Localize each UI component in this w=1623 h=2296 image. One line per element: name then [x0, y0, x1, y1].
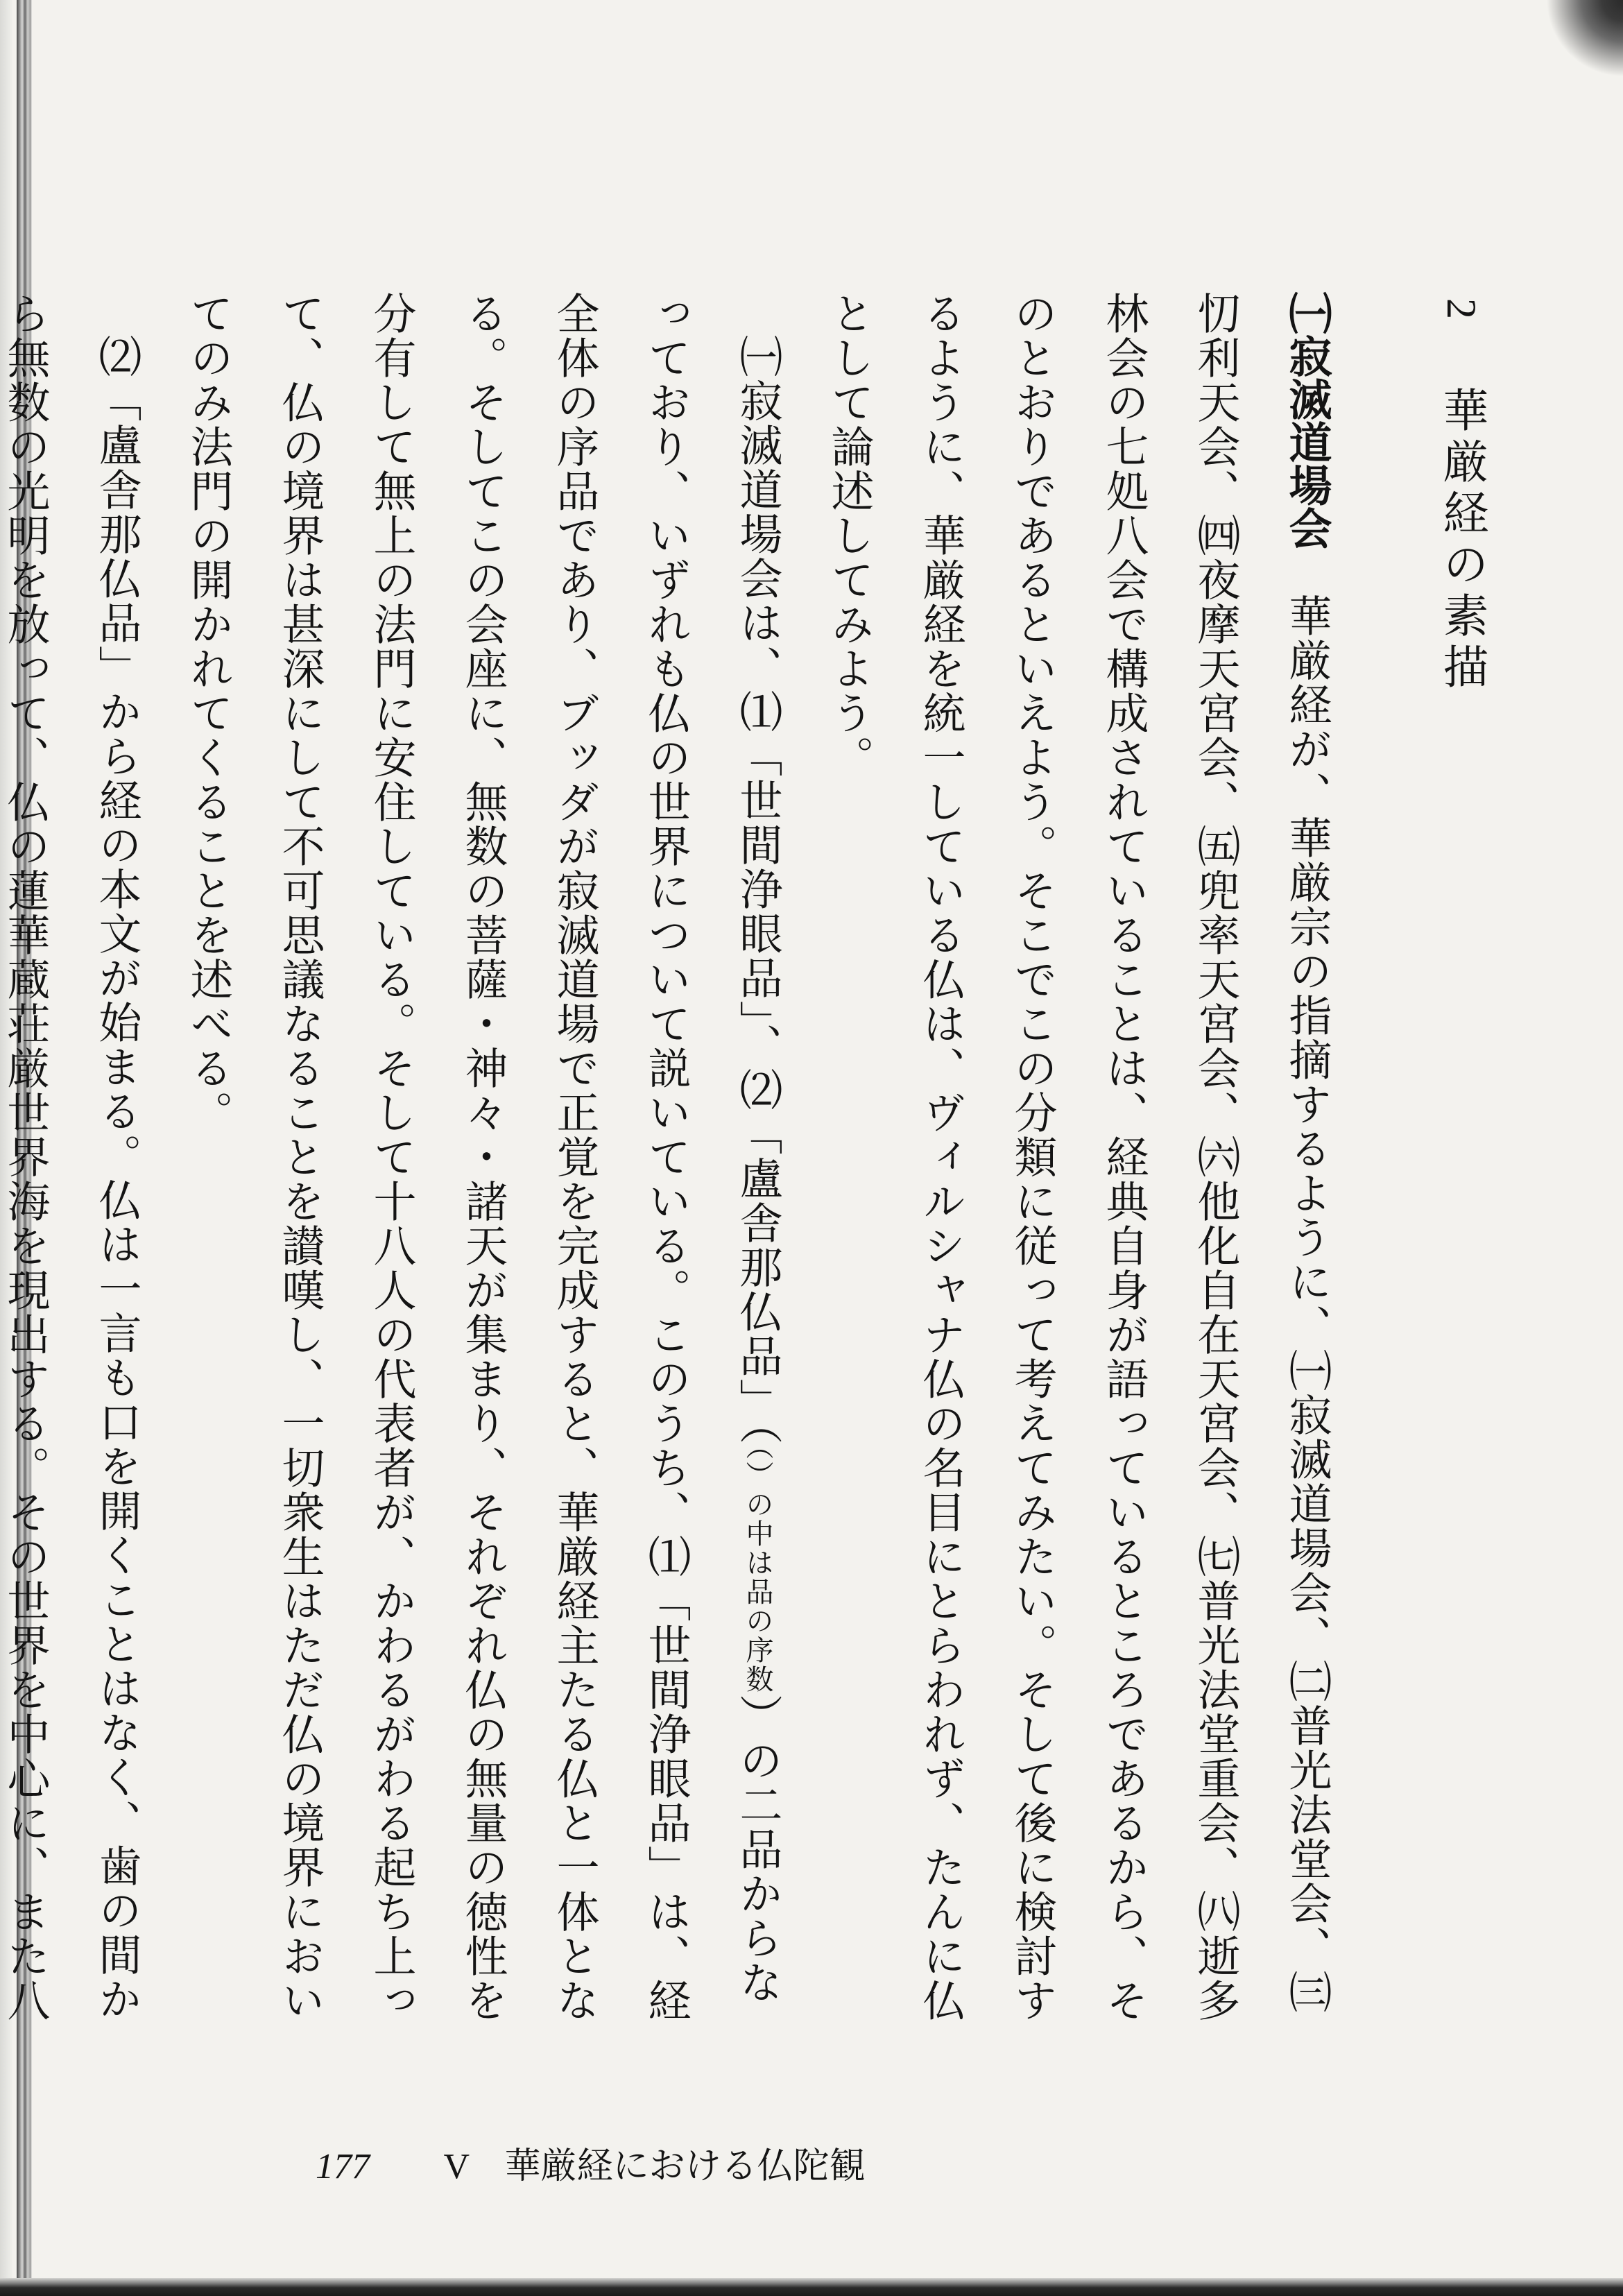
- chapter-number: V: [443, 2147, 470, 2186]
- paragraph-1-text: 華厳経が、華厳宗の指摘するように、㈠寂滅道場会、㈡普光法堂会、㈢忉利天会、㈣夜摩天宮会、㈤兜率天宮会、㈥他化自在天宮会、㈦普光法堂重会、㈧逝多林会の七処八会で構成されていることは、経典自身が語っているところであるから、そのとおりであるといえよう。そこでこの分類に従って考えてみたい。そして後に検討するように、華厳経を統一している仏は、ヴィルシャナ仏の名目にとらわれず、たんに仏として論述してみよう。: [824, 291, 1332, 2023]
- paragraph-3-text-a: ⑵「盧舎那仏品」から経の本文が始まる。仏は一言も口を開くことはなく、歯の間から無数の光明を放って、仏の蓮華蔵荘厳世界海を現出する。その世界を中心に、また八: [0, 291, 142, 2023]
- paragraph-3: [0, 291, 162, 2025]
- subsection-heading: ㈠寂滅道場会: [1282, 291, 1332, 549]
- paragraph-1: [803, 291, 1352, 2025]
- section-title: 華厳経の素描: [1435, 386, 1488, 694]
- page-footer: [316, 2136, 866, 2188]
- paragraph-2: [162, 291, 803, 2025]
- binding-shadow-bottom: [0, 2278, 1623, 2296]
- section-number: 2: [1439, 298, 1484, 325]
- paragraph-2-note: （）の中は品の序数: [741, 1446, 773, 1694]
- body-text: [0, 291, 1352, 2025]
- corner-shadow: [1533, 0, 1623, 90]
- paragraph-2-text-b: ）の二品からなっており、いずれも仏の世界について説いている。このうち、⑴「世間浄眼品」は、経全体の序品であり、ブッダが寂滅道場で正覚を完成すると、華厳経主たる仏と一体となる。そしてこの会座に、無数の菩薩・神々・諸天が集まり、それぞれ仏の無量の徳性を分有して無上の法門に安住している。そして十八人の代表者が、かわるがわる起ち上って、仏の境界は甚深にして不可思議なることを讃嘆し、一切衆生はただ仏の境界においてのみ法門の開かれてくることを述べる。: [183, 291, 783, 2023]
- chapter-title: 華厳経における仏陀観: [504, 2145, 866, 2187]
- section-heading: [1429, 298, 1495, 694]
- paragraph-2-text-a: ㈠寂滅道場会は、⑴「世間浄眼品」、⑵「盧舎那仏品」（: [732, 334, 783, 1446]
- page-number: 177: [316, 2147, 370, 2186]
